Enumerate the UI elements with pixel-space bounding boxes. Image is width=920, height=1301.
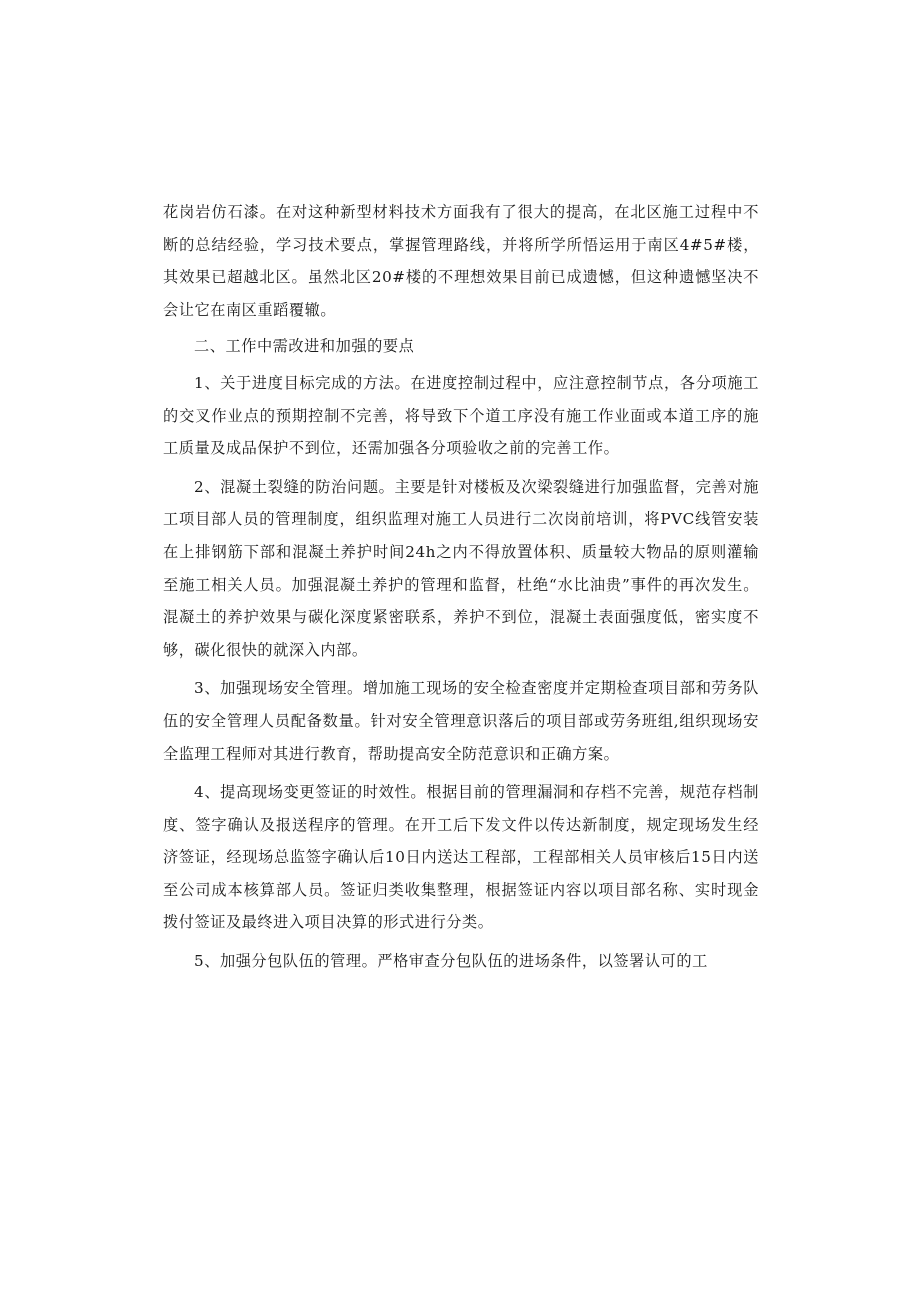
paragraph-item-4: 4、提高现场变更签证的时效性。根据目前的管理漏洞和存档不完善，规范存档制度、签字确认及报送程序的管理。在开工后下发文件以传达新制度，规定现场发生经济签证，经现场总监签字确认后10日内送达工程部，工程部相关人员审核后15日内送至公司成本核算部人员。签证归类收集整理，根据签证内容以项目部名称、实时现金拨付签证及最终进入项目决算的形式进行分类。 xyxy=(163,783,759,932)
paragraph-continuation: 花岗岩仿石漆。在对这种新型材料技术方面我有了很大的提高，在北区施工过程中不断的总结经验，学习技术要点，掌握管理路线，并将所学所悟运用于南区4#5#楼，其效果已超越北区。虽然北区20#楼的不理想效果目前已成遗憾，但这种遗憾坚决不会让它在南区重蹈覆辙。 xyxy=(163,203,759,319)
paragraph-item-5: 5、加强分包队伍的管理。严格审查分包队伍的进场条件，以签署认可的工 xyxy=(194,952,708,971)
paragraph-item-3: 3、加强现场安全管理。增加施工现场的安全检查密度并定期检查项目部和劳务队伍的安全管理人员配备数量。针对安全管理意识落后的项目部或劳务班组,组织现场安全监理工程师对其进行教育，帮助提高安全防范意识和正确方案。 xyxy=(163,679,759,763)
section-heading: 二、工作中需改进和加强的要点 xyxy=(194,337,415,356)
document-body xyxy=(163,196,759,978)
paragraph-item-1: 1、关于进度目标完成的方法。在进度控制过程中，应注意控制节点，各分项施工的交叉作业点的预期控制不完善，将导致下个道工序没有施工作业面或本道工序的施工质量及成品保护不到位，还需加强各分项验收之前的完善工作。 xyxy=(163,373,759,458)
paragraph-item-2: 2、混凝土裂缝的防治问题。主要是针对楼板及次梁裂缝进行加强监督，完善对施工项目部人员的管理制度，组织监理对施工人员进行二次岗前培训，将PVC线管安装在上排钢筋下部和混凝土养护时间24h之内不得放置体积、质量较大物品的原则灌输至施工相关人员。加强混凝土养护的管理和监督，杜绝“水比油贵”事件的再次发生。混凝土的养护效果与碳化深度紧密联系，养护不到位，混凝土表面强度低，密实度不够，碳化很快的就深入内部。 xyxy=(163,477,759,659)
